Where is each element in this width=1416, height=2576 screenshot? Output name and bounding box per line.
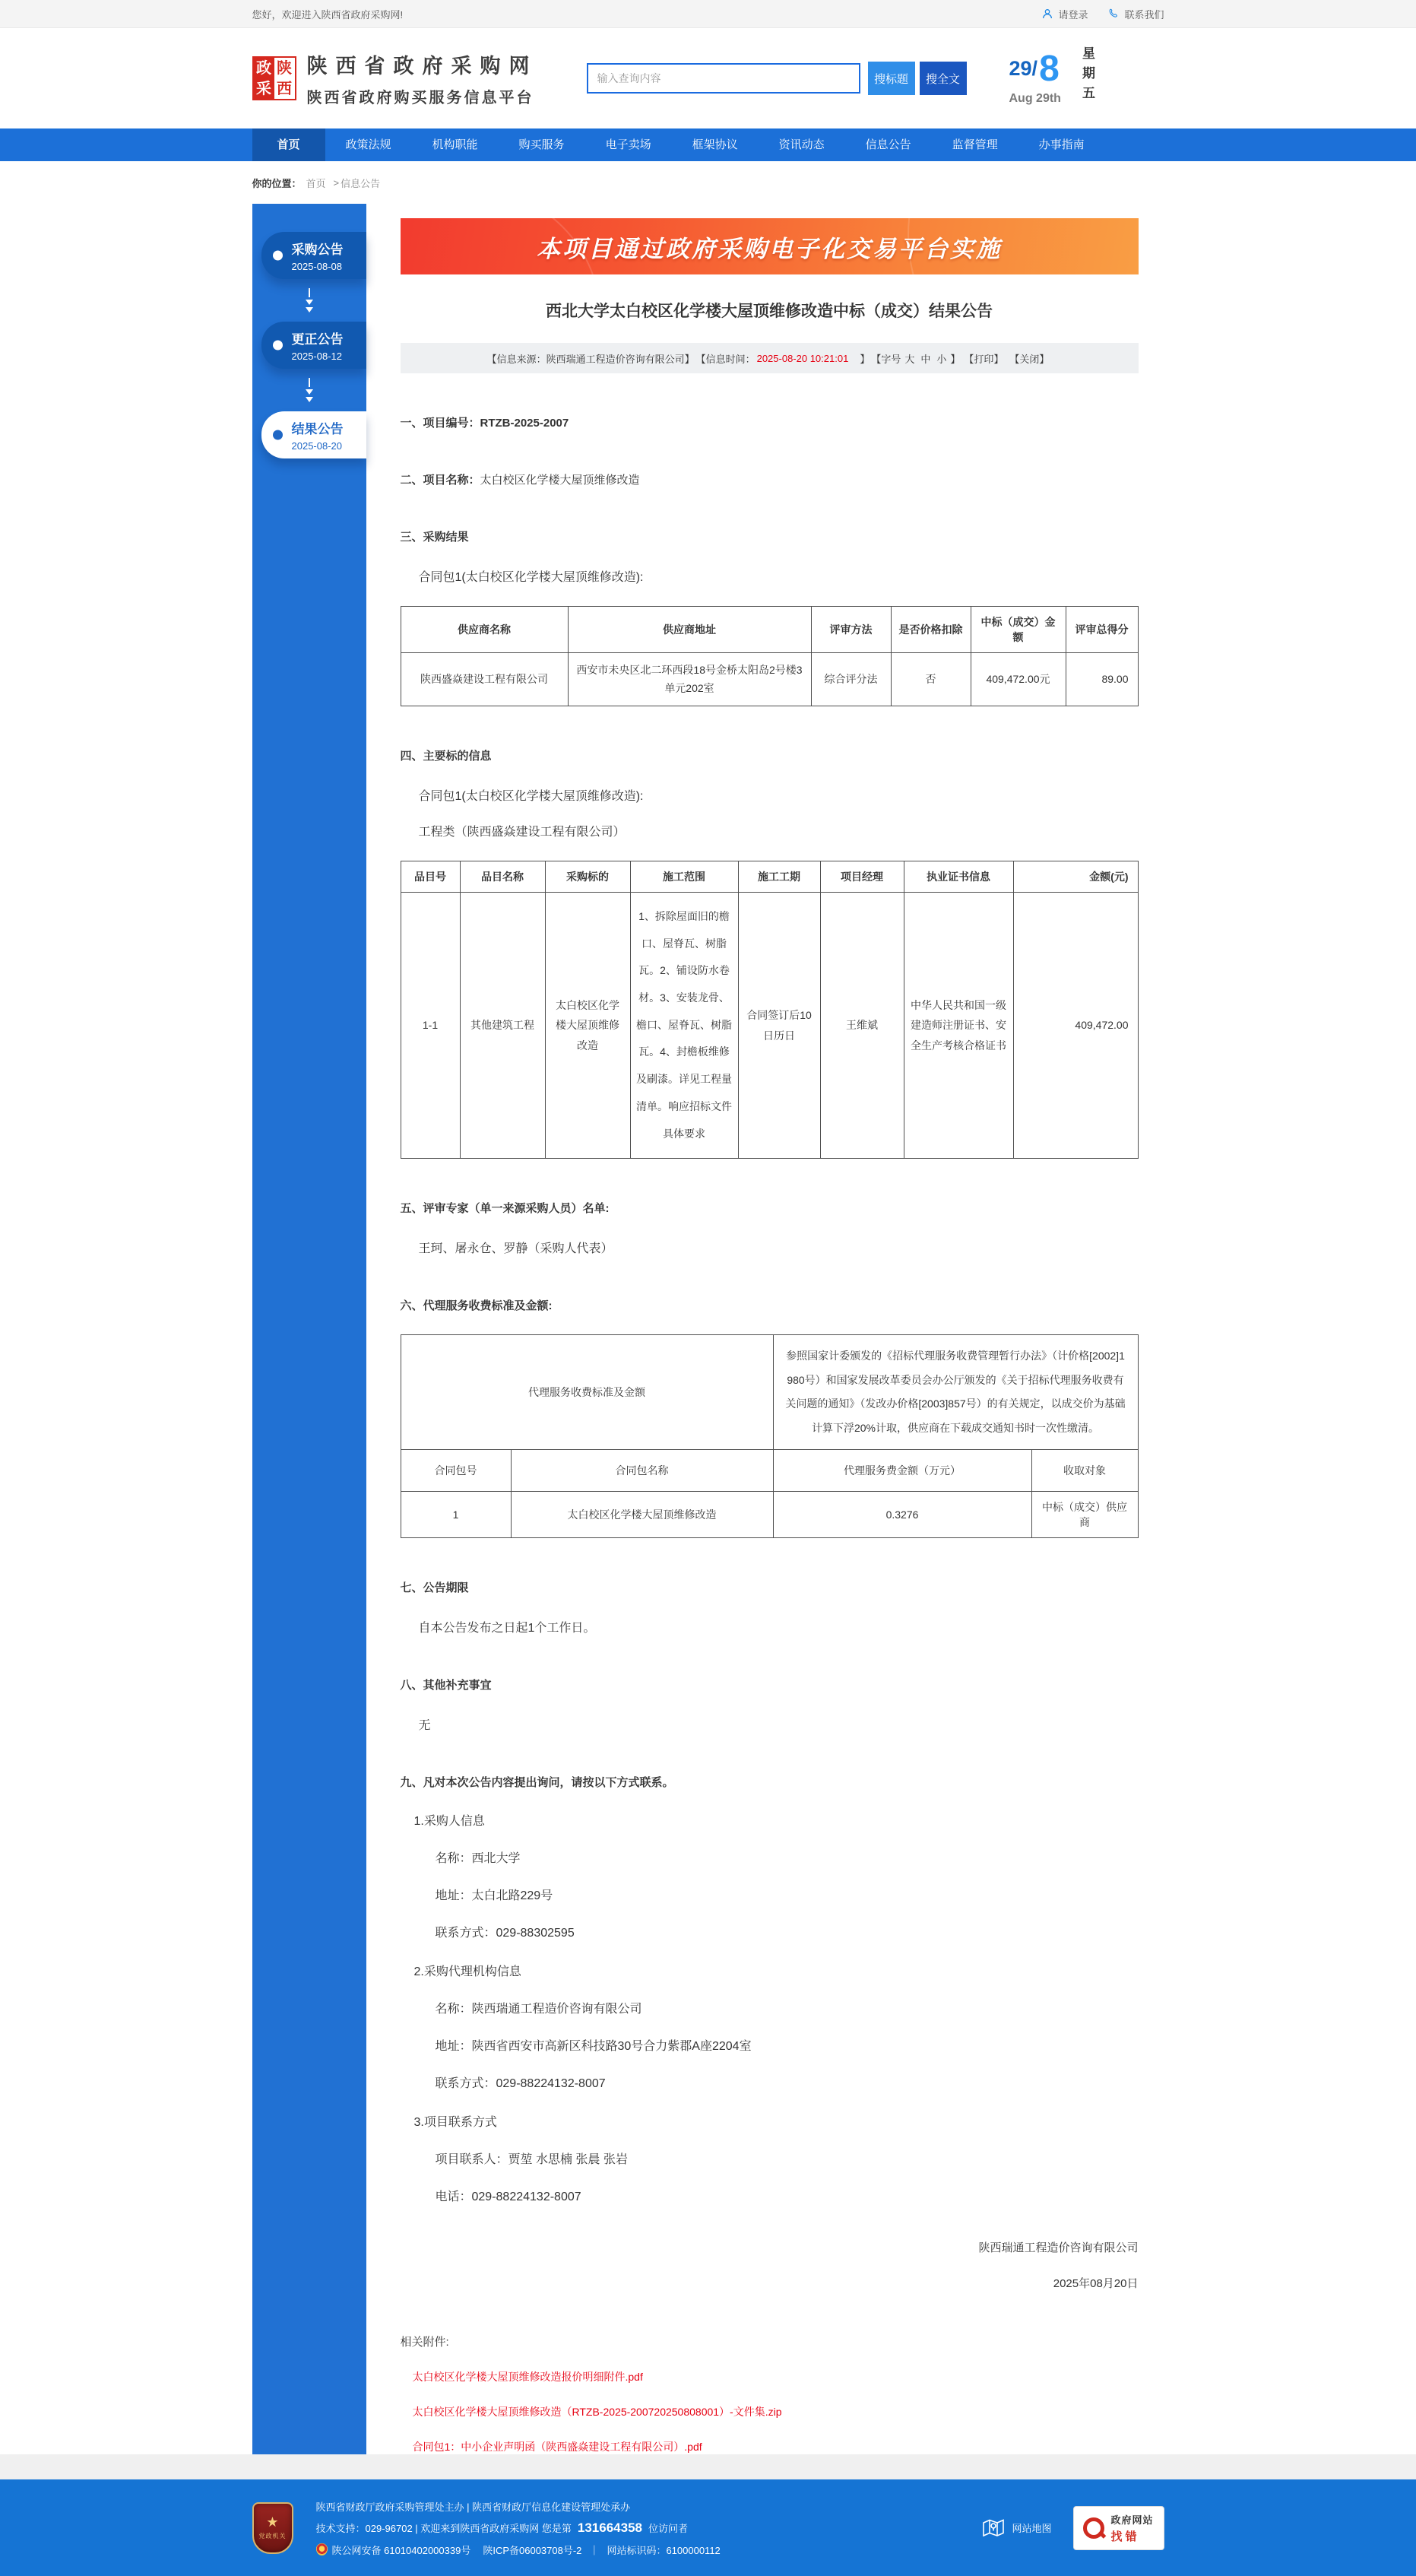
timeline-date: 2025-08-08 — [291, 261, 342, 272]
search-bar — [587, 62, 967, 95]
project-name: 太白校区化学楼大屋顶维修改造 — [480, 474, 640, 487]
breadcrumb-home-link[interactable]: 首页 — [306, 177, 326, 189]
signature-company: 陕西瑞通工程造价咨询有限公司 — [978, 2241, 1139, 2255]
col-project-manager: 项目经理 — [820, 861, 904, 893]
construction-period: 合同签订后10日历日 — [738, 893, 820, 1159]
breadcrumb-current[interactable]: 信息公告 — [341, 177, 381, 189]
site-identification-code: 网站标识码：6100000112 — [607, 2544, 721, 2556]
article-meta-bar — [401, 343, 1139, 373]
pre-footer-strip — [0, 2454, 1416, 2479]
date-day: 29 — [1009, 57, 1032, 80]
gov-site-error-report-badge[interactable] — [1073, 2506, 1164, 2550]
col-item-number: 品目号 — [401, 861, 460, 893]
signature-date: 2025年08月20日 — [1053, 2277, 1139, 2291]
purchaser-phone: 联系方式：029-88302595 — [435, 1927, 575, 1940]
nav-item-news[interactable]: 资讯动态 — [778, 138, 825, 151]
footer-organizer-line: 陕西省财政厅政府采购管理处主办 | 陕西省财政厅信息化建设管理处承办 — [315, 2501, 631, 2513]
construction-scope: 1、拆除屋面旧的檐口、屋脊瓦、树脂瓦。2、铺设防水卷材。3、安装龙骨、檐口、屋脊瓦、树脂瓦。4、封檐板维修及刷漆。详见工程量清单。响应招标文件具体要求 — [630, 893, 738, 1159]
emblem-label: 党政机关 — [258, 2533, 287, 2540]
timeline-item-procurement-notice[interactable] — [261, 232, 366, 279]
col-construction-period: 施工工期 — [738, 861, 820, 893]
phone-icon — [1107, 8, 1120, 20]
banner-text: 本项目通过政府采购电子化交易平台实施 — [537, 235, 1002, 262]
logo-left-column — [254, 58, 274, 99]
footer-text-block — [316, 2499, 721, 2557]
section-heading-agency-fee: 六、代理服务收费标准及金额: — [400, 1299, 553, 1313]
attachment-link-sme-declaration-pdf[interactable]: 合同包1：中小企业声明函（陕西盛焱建设工程有限公司）.pdf — [412, 2441, 702, 2454]
award-amount: 409,472.00元 — [971, 653, 1066, 706]
section-heading-procurement-result: 三、采购结果 — [400, 531, 469, 544]
timeline-dot — [273, 341, 283, 351]
section-label: 二、项目名称： — [400, 474, 480, 487]
other-matters-value: 无 — [418, 1719, 431, 1733]
col-construction-scope: 施工范围 — [630, 861, 738, 893]
col-supplier-name: 供应商名称 — [401, 607, 568, 653]
login-label[interactable]: 请登录 — [1058, 8, 1088, 21]
table-header-row — [401, 1450, 1138, 1492]
col-review-method: 评审方法 — [811, 607, 891, 653]
sitemap-link[interactable] — [983, 2518, 1051, 2538]
emblem-star-icon: ★ — [266, 2514, 279, 2530]
map-icon — [983, 2518, 1004, 2538]
table-row — [401, 1335, 1138, 1450]
fontsize-small-button[interactable]: 小 — [936, 353, 947, 365]
fee-standard-description: 参照国家计委颁发的《招标代理服务收费管理暂行办法》（计价格[2002]1980号）和国家发展改革委员会办公厅颁发的《关于招标代理服务收费有关问题的通知》（发改办价格[2003]857号）的有关规定，以成交价为基础计算下浮20%计取，供应商在下载成交通知书时一次性缴清。 — [773, 1335, 1138, 1450]
nav-item-supervision[interactable]: 监督管理 — [952, 138, 998, 151]
footer-support-suffix: 位访问者 — [648, 2523, 688, 2535]
col-package-number: 合同包号 — [401, 1450, 511, 1492]
col-award-amount: 中标（成交）金额 — [971, 607, 1066, 653]
col-amount: 金额(元) — [1013, 861, 1138, 893]
section-heading-contact-info: 九、凡对本次公告内容提出询问，请按以下方式联系。 — [400, 1776, 674, 1790]
logo-char: 陕 — [277, 59, 292, 77]
footer-right-block — [983, 2506, 1164, 2550]
section-heading-notice-period: 七、公告期限 — [400, 1581, 469, 1595]
fontsize-medium-button[interactable]: 中 — [920, 353, 931, 365]
notice-period-value: 自本公告发布之日起1个工作日。 — [418, 1622, 596, 1635]
project-category-label: 工程类（陕西盛焱建设工程有限公司） — [418, 826, 626, 839]
nav-item-functions[interactable]: 机构职能 — [432, 138, 478, 151]
nav-item-home[interactable]: 首页 — [252, 128, 325, 161]
review-method: 综合评分法 — [811, 653, 891, 706]
supplier-name: 陕西盛焱建设工程有限公司 — [401, 653, 568, 706]
attachments-label: 相关附件: — [400, 2336, 449, 2349]
timeline-sidebar — [252, 204, 366, 2454]
fontsize-suffix: 】 — [950, 353, 961, 365]
police-badge-icon — [316, 2543, 328, 2555]
table-header-row — [401, 607, 1138, 653]
icp-filing[interactable]: 陕ICP备06003708号-2 — [483, 2544, 582, 2556]
breadcrumb-label: 你的位置： — [252, 177, 302, 189]
timeline-label[interactable]: 更正公告 — [291, 332, 344, 347]
project-manager: 王维斌 — [820, 893, 904, 1159]
purchaser-name: 名称：西北大学 — [435, 1852, 521, 1866]
attachment-link-quote-detail-pdf[interactable]: 太白校区化学楼大屋顶维修改造报价明细附件.pdf — [412, 2371, 643, 2384]
procurement-subject: 太白校区化学楼大屋顶维修改造 — [545, 893, 630, 1159]
timeline-down-arrow-icon — [252, 279, 366, 322]
site-footer — [0, 2479, 1416, 2576]
site-subtitle: 陕西省政府购买服务信息平台 — [306, 90, 534, 106]
visitor-count: 131664358 — [577, 2520, 642, 2535]
section-label: 一、项目编号： — [400, 417, 480, 430]
col-procurement-subject: 采购标的 — [545, 861, 630, 893]
col-license-info: 执业证书信息 — [904, 861, 1013, 893]
total-score: 89.00 — [1066, 653, 1138, 706]
col-item-name: 品目名称 — [460, 861, 545, 893]
timeline-item-result-notice[interactable] — [261, 411, 366, 458]
fee-standard-label: 代理服务收费标准及金额 — [401, 1335, 773, 1450]
item-name: 其他建筑工程 — [460, 893, 545, 1159]
contract-package-label: 合同包1(太白校区化学楼大屋顶维修改造): — [418, 790, 644, 803]
timeline-label[interactable]: 结果公告 — [291, 422, 344, 436]
date-widget — [1009, 46, 1097, 110]
topbar — [0, 0, 1416, 28]
footer-support-prefix: 技术支持：029-96702 | 欢迎来到陕西省政府采购网 您是第 — [315, 2523, 572, 2535]
purchaser-address: 地址：太白北路229号 — [435, 1889, 553, 1903]
print-button[interactable]: 【打印】 — [964, 353, 1004, 365]
project-contact-persons: 项目联系人：贾堃 水思楠 张晨 张岩 — [435, 2153, 628, 2167]
attachment-link-file-set-zip[interactable]: 太白校区化学楼大屋顶维修改造（RTZB-2025-200720250808001）-文件集.zip — [412, 2406, 782, 2419]
breadcrumb — [252, 161, 1164, 204]
review-experts-names: 王珂、屠永仓、罗静（采购人代表） — [418, 1242, 613, 1256]
nav-item-policies[interactable]: 政策法规 — [345, 138, 391, 151]
date-english: Aug 29th — [1009, 92, 1061, 105]
contact-label[interactable]: 联系我们 — [1124, 8, 1164, 21]
footer-separator: ｜ — [589, 2544, 600, 2556]
info-time-suffix: 】 — [850, 353, 870, 365]
item-number: 1-1 — [401, 893, 460, 1159]
table-row — [401, 1492, 1138, 1538]
logo-char: 采 — [256, 80, 271, 97]
col-package-name: 合同包名称 — [511, 1450, 773, 1492]
timeline-date: 2025-08-20 — [291, 440, 342, 452]
section-heading-other-matters: 八、其他补充事宜 — [400, 1679, 492, 1692]
fontsize-label: 【字号 — [871, 353, 901, 365]
sitemap-label[interactable]: 网站地图 — [1012, 2523, 1052, 2535]
content-area — [252, 204, 1164, 2454]
site-names — [307, 49, 538, 107]
gov-site-label: 政府网站 — [1110, 2514, 1154, 2526]
section-project-number — [401, 414, 1139, 430]
fontsize-large-button[interactable]: 大 — [904, 353, 915, 365]
contact-link[interactable] — [1107, 7, 1164, 21]
nav-item-e-marketplace[interactable]: 电子卖场 — [605, 138, 651, 151]
close-button[interactable]: 【关闭】 — [1009, 353, 1050, 365]
site-logo — [252, 56, 296, 100]
find-error-label: 找错 — [1110, 2530, 1140, 2543]
agency-info-title: 2.采购代理机构信息 — [413, 1965, 521, 1979]
contract-package-label: 合同包1(太白校区化学楼大屋顶维修改造): — [418, 571, 644, 584]
info-time-label: 【信息时间： — [695, 353, 756, 365]
amount: 409,472.00 — [1013, 893, 1138, 1159]
footer-support-line — [316, 2520, 721, 2536]
subject-info-table — [401, 861, 1139, 1159]
party-gov-emblem-icon — [252, 2502, 293, 2554]
col-total-score: 评审总得分 — [1066, 607, 1138, 653]
license-info: 中华人民共和国一级建造师注册证书、安全生产考核合格证书 — [904, 893, 1013, 1159]
search-input[interactable] — [587, 63, 860, 94]
col-supplier-address: 供应商地址 — [568, 607, 811, 653]
project-contact-phone: 电话：029-88224132-8007 — [435, 2191, 581, 2204]
section-project-name — [401, 471, 1139, 487]
agency-name: 名称：陕西瑞通工程造价咨询有限公司 — [435, 2003, 642, 2016]
agency-fee-table — [401, 1334, 1139, 1538]
purchaser-info-title: 1.采购人信息 — [413, 1815, 485, 1829]
breadcrumb-separator: > — [333, 176, 340, 189]
info-source: 【信息来源：陕西瑞通工程造价咨询有限公司】 — [486, 353, 695, 365]
project-number: RTZB-2025-2007 — [480, 417, 569, 430]
logo-right-column — [274, 58, 295, 99]
timeline-item-correction-notice[interactable] — [261, 322, 366, 369]
article-main — [366, 204, 1165, 2454]
package-number: 1 — [401, 1492, 511, 1538]
error-badge-texts — [1110, 2512, 1153, 2544]
timeline-date: 2025-08-12 — [291, 351, 342, 362]
topbar-links — [1041, 7, 1164, 21]
timeline-dot — [273, 430, 283, 440]
search-title-button[interactable]: 搜标题 — [868, 62, 915, 95]
site-title: 陕西省政府采购网 — [306, 55, 538, 78]
search-fulltext-button[interactable]: 搜全文 — [920, 62, 967, 95]
date-month: 8 — [1039, 49, 1060, 89]
table-row — [401, 893, 1138, 1159]
login-link[interactable] — [1041, 7, 1088, 21]
nav-item-service-guide[interactable]: 办事指南 — [1038, 138, 1085, 151]
procurement-result-table — [401, 606, 1139, 706]
section-heading-review-experts: 五、评审专家（单一来源采购人员）名单: — [400, 1202, 610, 1216]
agency-address: 地址：陕西省西安市高新区科技路30号合力紫郡A座2204室 — [435, 2040, 752, 2054]
info-time-value: 2025-08-20 10:21:01 — [756, 352, 849, 364]
main-nav — [0, 128, 1416, 161]
signature-block — [401, 2239, 1139, 2291]
package-name: 太白校区化学楼大屋顶维修改造 — [511, 1492, 773, 1538]
supplier-address: 西安市未央区北二环西段18号金桥太阳岛2号楼3单元202室 — [568, 653, 811, 706]
attachments-section — [401, 2333, 1139, 2454]
timeline-down-arrow-icon — [252, 369, 366, 411]
nav-item-announcements[interactable]: 信息公告 — [865, 138, 911, 151]
col-agency-fee-amount: 代理服务费金额（万元） — [773, 1450, 1031, 1492]
project-contact-title: 3.项目联系方式 — [413, 2116, 497, 2130]
table-header-row — [401, 861, 1138, 893]
welcome-text: 您好，欢迎进入陕西省政府采购网! — [252, 8, 404, 21]
timeline-dot — [273, 251, 283, 261]
nav-item-purchase-services[interactable]: 购买服务 — [518, 138, 565, 151]
section-heading-main-subject-info: 四、主要标的信息 — [400, 750, 492, 763]
date-weekday: 星期五 — [1079, 46, 1094, 106]
e-platform-banner — [401, 218, 1139, 274]
footer-registration-line — [316, 2543, 721, 2557]
user-icon — [1041, 8, 1053, 20]
logo-char: 政 — [256, 59, 271, 77]
breadcrumb-bar — [0, 161, 1416, 204]
logo-char: 西 — [277, 80, 292, 97]
nav-item-framework-agreement[interactable]: 框架协议 — [692, 138, 738, 151]
site-header — [0, 28, 1416, 128]
public-security-filing[interactable]: 陕公网安备 61010402000339号 — [331, 2544, 471, 2556]
table-row — [401, 653, 1138, 706]
timeline-label[interactable]: 采购公告 — [291, 243, 344, 257]
agency-phone: 联系方式：029-88224132-8007 — [435, 2077, 606, 2091]
date-slash: / — [1031, 57, 1038, 80]
article-title: 西北大学太白校区化学楼大屋顶维修改造中标（成交）结果公告 — [546, 303, 993, 320]
col-price-deduction: 是否价格扣除 — [891, 607, 971, 653]
price-deduction: 否 — [891, 653, 971, 706]
agency-fee-amount: 0.3276 — [773, 1492, 1031, 1538]
col-fee-payer: 收取对象 — [1031, 1450, 1138, 1492]
magnifier-icon — [1083, 2517, 1104, 2539]
fee-payer: 中标（成交）供应商 — [1031, 1492, 1138, 1538]
